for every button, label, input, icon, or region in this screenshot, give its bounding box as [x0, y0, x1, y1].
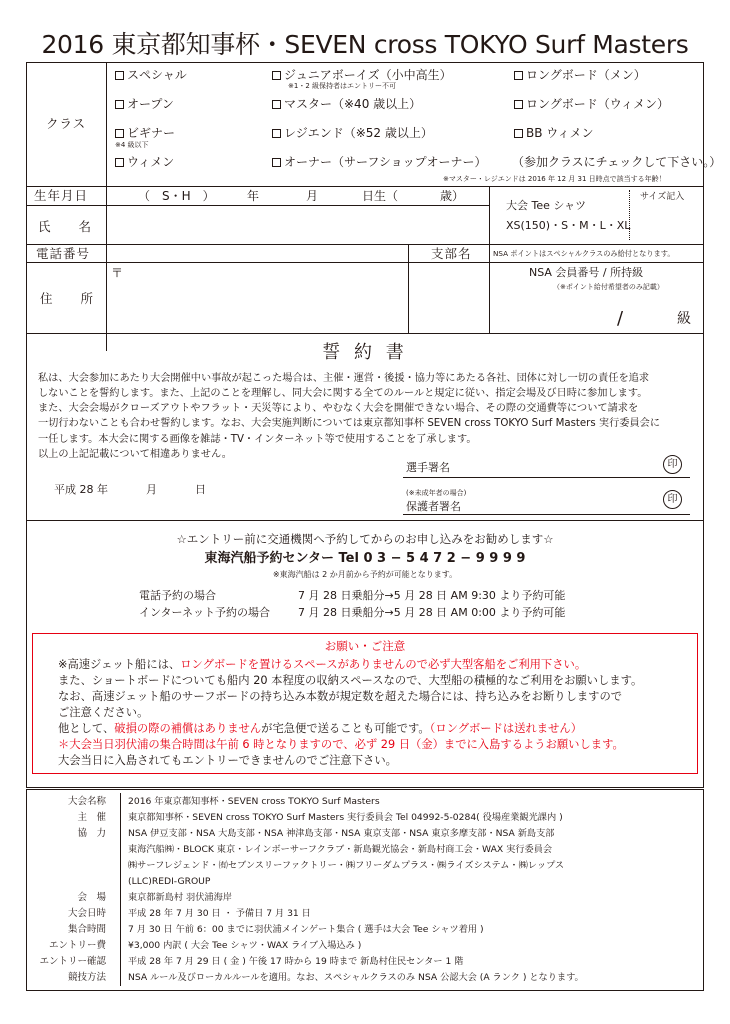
- phone-label: 電話番号: [36, 246, 91, 261]
- beginner-note: ※4 級以下: [115, 141, 149, 149]
- pledge-date-month: 月: [146, 483, 157, 496]
- branch-label: 支部名: [431, 246, 472, 261]
- check-instruction: （参加クラスにチェックして下さい。）: [512, 155, 722, 169]
- checkbox-icon[interactable]: [272, 71, 281, 80]
- pledge-line: しないことを誓約します。また、上記のことを理解し、同大会に関する全てのルールと規定に従い、指定会場及び日時に参加します。: [38, 388, 648, 399]
- class-option-owner[interactable]: オーナー（サーフショップオーナー）: [272, 155, 487, 169]
- pledge-line: 以上の上記記載について相違ありません。: [38, 449, 232, 460]
- notice-line: 大会当日に入島されてもエントリーできませんのでご注意下さい。: [58, 754, 397, 767]
- checkbox-icon[interactable]: [115, 100, 124, 109]
- checkbox-icon[interactable]: [115, 158, 124, 167]
- info-value: (LLC)REDI-GROUP: [128, 876, 211, 887]
- guardian-signature-field[interactable]: [470, 495, 657, 513]
- info-value: 2016 年東京都知事杯・SEVEN cross TOKYO Surf Masters: [128, 796, 380, 807]
- nsa-point-note: NSA ポイントはスペシャルクラスのみ給付となります。: [493, 249, 675, 258]
- info-value: 東海汽船㈱・BLOCK 東京・レインボーサーフクラブ・新島観光協会・新島村商工会・WAX 実行委員会: [128, 844, 553, 855]
- info-key: エントリー費: [48, 940, 106, 951]
- checkbox-icon[interactable]: [115, 71, 124, 80]
- birthdate-month-unit: 月: [306, 189, 319, 203]
- checkbox-icon[interactable]: [514, 100, 523, 109]
- info-key: 主 催: [77, 812, 106, 823]
- birthdate-day-unit: 日生（: [362, 189, 399, 203]
- notice-line: ※高速ジェット船には、ロングボードを置けるスペースがありませんので必ず大型客船をご利用下さい。: [58, 658, 587, 671]
- postal-mark: 〒: [111, 266, 124, 280]
- name-field[interactable]: [108, 207, 487, 242]
- birthdate-era[interactable]: （ S・H ）: [138, 189, 215, 203]
- info-key: 集合時間: [67, 924, 106, 935]
- class-option-junior-boys[interactable]: ジュニアボーイズ（小中高生）: [272, 68, 452, 82]
- info-value: 東京都知事杯・SEVEN cross TOKYO Surf Masters 実行委員会 Tel 04992-5-0284( 役場産業観光課内 ): [128, 812, 563, 823]
- notice-heading: お願い・ご注意: [324, 639, 406, 653]
- pledge-line: 私は、大会参加にあたり大会開催中い事故が起こった場合は、主催・運営・後援・協力等にあたる各社、団体に対し一切の責任を追求: [38, 373, 650, 384]
- info-value: 平成 28 年 7 月 29 日 ( 金 ) 午後 17 時から 19 時まで 新島村住民センター 1 階: [128, 956, 464, 967]
- class-label: クラス: [46, 116, 87, 131]
- seal-icon: 印: [663, 490, 682, 509]
- checkbox-icon[interactable]: [272, 158, 281, 167]
- grade-unit: 級: [677, 311, 691, 327]
- class-option-bb-women[interactable]: BB ウィメン: [514, 126, 594, 140]
- info-key: 協 力: [77, 828, 106, 839]
- address-label: 住 所: [40, 291, 95, 306]
- info-key: 大会日時: [67, 908, 106, 919]
- ferry-recommendation: ☆エントリー前に交通機関へ予約してからのお申し込みをお勧めします☆: [176, 532, 554, 546]
- birthdate-label: 生年月日: [34, 188, 89, 203]
- info-value: 平成 28 年 7 月 30 日 ・ 予備日 7 月 31 日: [128, 908, 311, 919]
- pledge-date-era: 平成 28 年: [54, 483, 108, 496]
- class-option-longboard-men[interactable]: ロングボード（メン）: [514, 68, 646, 82]
- phone-field[interactable]: [108, 246, 406, 261]
- info-key: 会 場: [77, 892, 106, 903]
- guardian-signature-label: 保護者署名: [406, 500, 461, 513]
- notice-line: なお、高速ジェット船のサーフボードの持ち込み本数が規定数を超えた場合には、持ち込みをお断りしますので: [58, 690, 623, 703]
- phone-reservation-label: 電話予約の場合: [139, 589, 216, 602]
- minor-note: (※未成年者の場合): [406, 489, 467, 497]
- checkbox-icon[interactable]: [272, 100, 281, 109]
- pledge-line: また、大会会場がクローズアウトやフラット・天災等により、やむなく大会を開催できない場合、その際の交通費等について請求を: [38, 403, 639, 414]
- size-fill-label: サイズ記入: [640, 192, 685, 202]
- notice-line: ＊大会当日羽伏浦の集合時間は午前 6 時となりますので、必ず 29 日（金）までに入島するようお願いします。: [58, 738, 624, 751]
- info-value: ㈱サーフレジェンド・㈲セブンスリーファクトリー・㈱フリーダムプラス・㈱ライズシステム・㈱レップス: [128, 860, 565, 871]
- checkbox-icon[interactable]: [514, 71, 523, 80]
- internet-reservation-label: インターネット予約の場合: [139, 606, 271, 619]
- document-title: 2016 東京都知事杯・SEVEN cross TOKYO Surf Masters: [41, 30, 689, 59]
- notice-line: 他として、破損の際の補償はありませんが宅急便で送ることも可能です。（ロングボードは送れません）: [58, 722, 582, 735]
- age-note: ※マスター・レジエンドは 2016 年 12 月 31 日時点で該当する年齢！: [443, 175, 666, 183]
- info-key: 競技方法: [67, 972, 106, 983]
- age-unit: 歳）: [440, 189, 465, 203]
- class-option-open[interactable]: オープン: [115, 97, 174, 111]
- junior-note: ※1・2 級保持者はエントリー不可: [288, 82, 396, 90]
- info-value: ¥3,000 内訳 ( 大会 Tee シャツ・WAX ライブ入場込み ): [128, 940, 362, 951]
- class-option-legend[interactable]: レジエンド（※52 歳以上）: [272, 126, 433, 140]
- notice-line: ご注意ください。: [58, 706, 149, 719]
- player-signature-label: 選手署名: [406, 461, 450, 474]
- info-value: NSA 伊豆支部・NSA 大島支部・NSA 神津島支部・NSA 東京支部・NSA 東京多摩支部・NSA 新島支部: [128, 828, 555, 839]
- birthdate-year-unit: 年: [247, 189, 260, 203]
- ferry-reservation-center: 東海汽船予約センター Tel 0 3 − 5 4 7 2 − 9 9 9 9: [204, 551, 526, 566]
- info-value: 東京都新島村 羽伏浦海岸: [128, 892, 232, 903]
- class-option-longboard-women[interactable]: ロングボード（ウィメン）: [514, 97, 669, 111]
- tee-label: 大会 Tee シャツ: [506, 199, 587, 212]
- class-option-beginner[interactable]: ビギナー: [115, 126, 175, 140]
- class-option-master[interactable]: マスター（※40 歳以上）: [272, 97, 421, 111]
- checkbox-icon[interactable]: [514, 129, 523, 138]
- pledge-line: 一任します。本大会に関する画像を雑誌・TV・インターネット等で使用することを了承します。: [38, 434, 477, 445]
- nsa-member-note: （※ポイント給付希望者のみ記載）: [553, 283, 664, 291]
- grade-slash: /: [617, 308, 624, 329]
- notice-line: また、ショートボードについても船内 20 本程度の収納スペースなので、大型船の積極的なご利用をお願いします。: [58, 674, 643, 687]
- checkbox-icon[interactable]: [272, 129, 281, 138]
- pledge-date-day: 日: [195, 483, 206, 496]
- checkbox-icon[interactable]: [115, 129, 124, 138]
- pledge-heading: 誓 約 書: [322, 342, 408, 363]
- class-option-special[interactable]: スペシャル: [115, 68, 187, 82]
- name-label: 氏 名: [38, 219, 93, 234]
- pledge-line: 一切行わないことも合わせ誓約します。なお、大会実施判断については東京都知事杯 SEVEN cross TOKYO Surf Masters 実行委員会に: [38, 418, 661, 429]
- phone-reservation-value: 7 月 28 日乗船分→5 月 28 日 AM 9:30 より予約可能: [298, 589, 566, 602]
- info-value: 7 月 30 日 午前 6：00 までに羽伏浦メインゲート集合 ( 選手は大会 Tee シャツ着用 ): [128, 924, 484, 935]
- player-signature-field[interactable]: [462, 458, 657, 476]
- ferry-center-note: ※東海汽船は 2 か月前から予約が可能となります。: [272, 570, 458, 579]
- tee-sizes: XS(150)・S・M・L・XL: [506, 219, 631, 232]
- info-key: 大会名称: [67, 796, 106, 807]
- class-option-women[interactable]: ウィメン: [115, 155, 174, 169]
- info-key: エントリー確認: [39, 956, 106, 967]
- nsa-member-label: NSA 会員番号 / 所持級: [529, 266, 644, 279]
- seal-icon: 印: [663, 455, 682, 474]
- internet-reservation-value: 7 月 28 日乗船分→5 月 28 日 AM 0:00 より予約可能: [298, 606, 566, 619]
- info-value: NSA ルール及びローカルルールを適用。なお、スペシャルクラスのみ NSA 公認大会 (A ランク ) となります。: [128, 972, 584, 983]
- address-field[interactable]: [108, 264, 406, 331]
